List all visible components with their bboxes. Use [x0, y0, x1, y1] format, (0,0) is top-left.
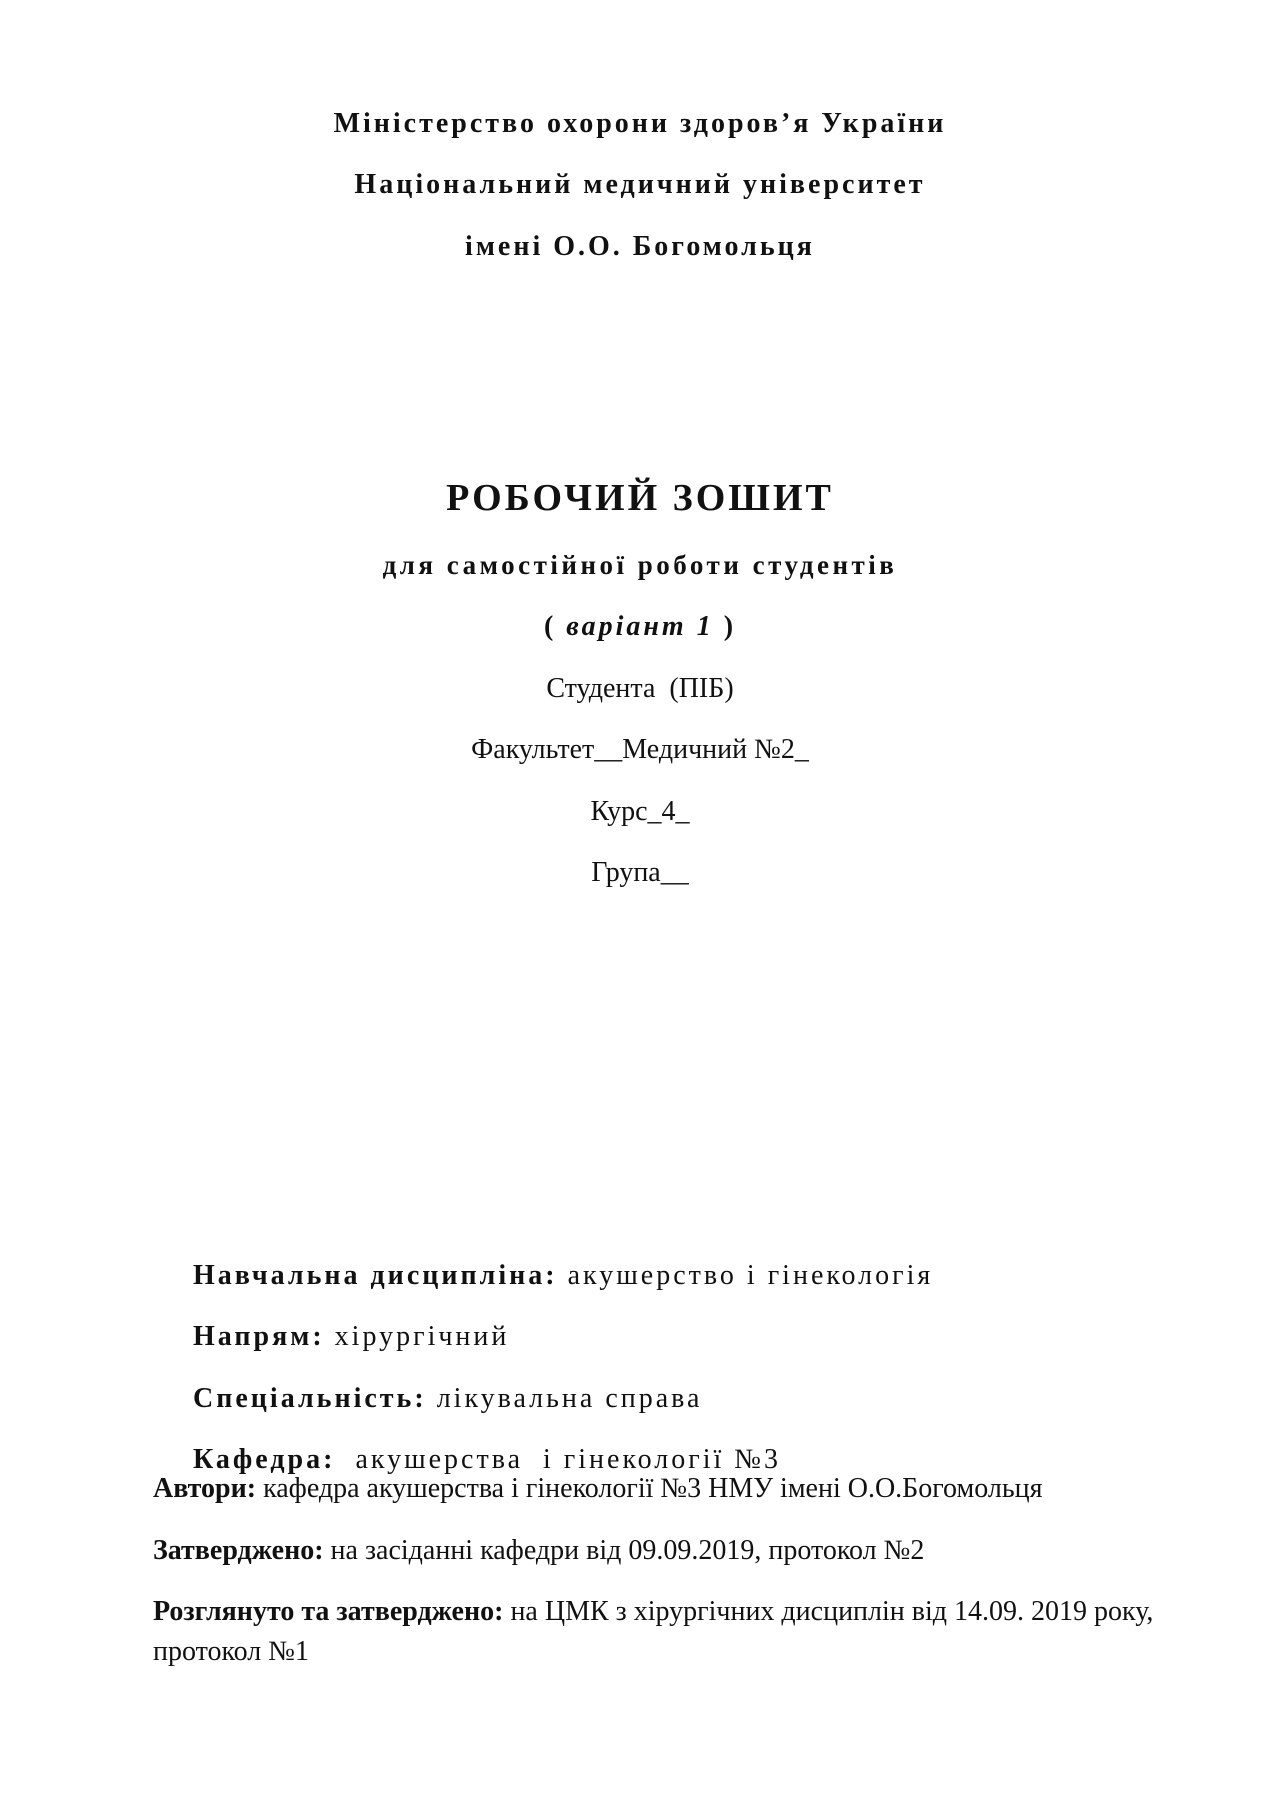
university-heading: Національний медичний університет: [354, 169, 926, 200]
authors-row: [153, 1473, 1042, 1505]
approved-value: на засіданні кафедри від 09.09.2019, протокол №2: [323, 1535, 925, 1566]
authors-value: кафедра акушерства і гінекології №3 НМУ імені О.О.Богомольця: [256, 1473, 1043, 1504]
specialty-value: лікувальна справа: [426, 1383, 703, 1414]
variant-text: варіант 1: [566, 611, 714, 642]
reviewed-row: [153, 1592, 1163, 1672]
direction-value: хірургічний: [324, 1321, 510, 1352]
reviewed-value: на ЦМК з хірургічних дисциплін від 14.09. 2019 року, протокол №1: [153, 1596, 1154, 1667]
ministry-heading: Міністерство охорони здоров’я України: [333, 108, 947, 139]
variant-open: (: [543, 611, 557, 642]
page-subtitle: для самостійної роботи студентів: [382, 550, 898, 580]
variant-close: ): [723, 611, 737, 642]
specialty-label: Спеціальність:: [193, 1383, 427, 1414]
university-name-heading: імені О.О. Богомольця: [465, 231, 815, 262]
approved-label: Затверджено:: [153, 1535, 324, 1566]
page-title: РОБОЧИЙ ЗОШИТ: [446, 477, 834, 519]
department-label: Кафедра:: [193, 1444, 336, 1475]
student-name-line: Студента (ПІБ): [546, 673, 734, 704]
authors-label: Автори:: [153, 1473, 257, 1504]
approved-row: [153, 1535, 924, 1567]
group-line: Група__: [591, 857, 689, 888]
faculty-line: Факультет__Медичний №2_: [471, 734, 809, 765]
direction-label: Напрям:: [193, 1321, 325, 1352]
course-line: Курс_4_: [590, 796, 690, 827]
department-value: акушерства і гінекології №3: [335, 1444, 782, 1475]
discipline-value: акушерство і гінекологія: [557, 1260, 934, 1291]
discipline-label: Навчальна дисципліна:: [193, 1260, 558, 1291]
variant-line: [0, 611, 1280, 643]
reviewed-label: Розглянуто та затверджено:: [153, 1596, 504, 1627]
